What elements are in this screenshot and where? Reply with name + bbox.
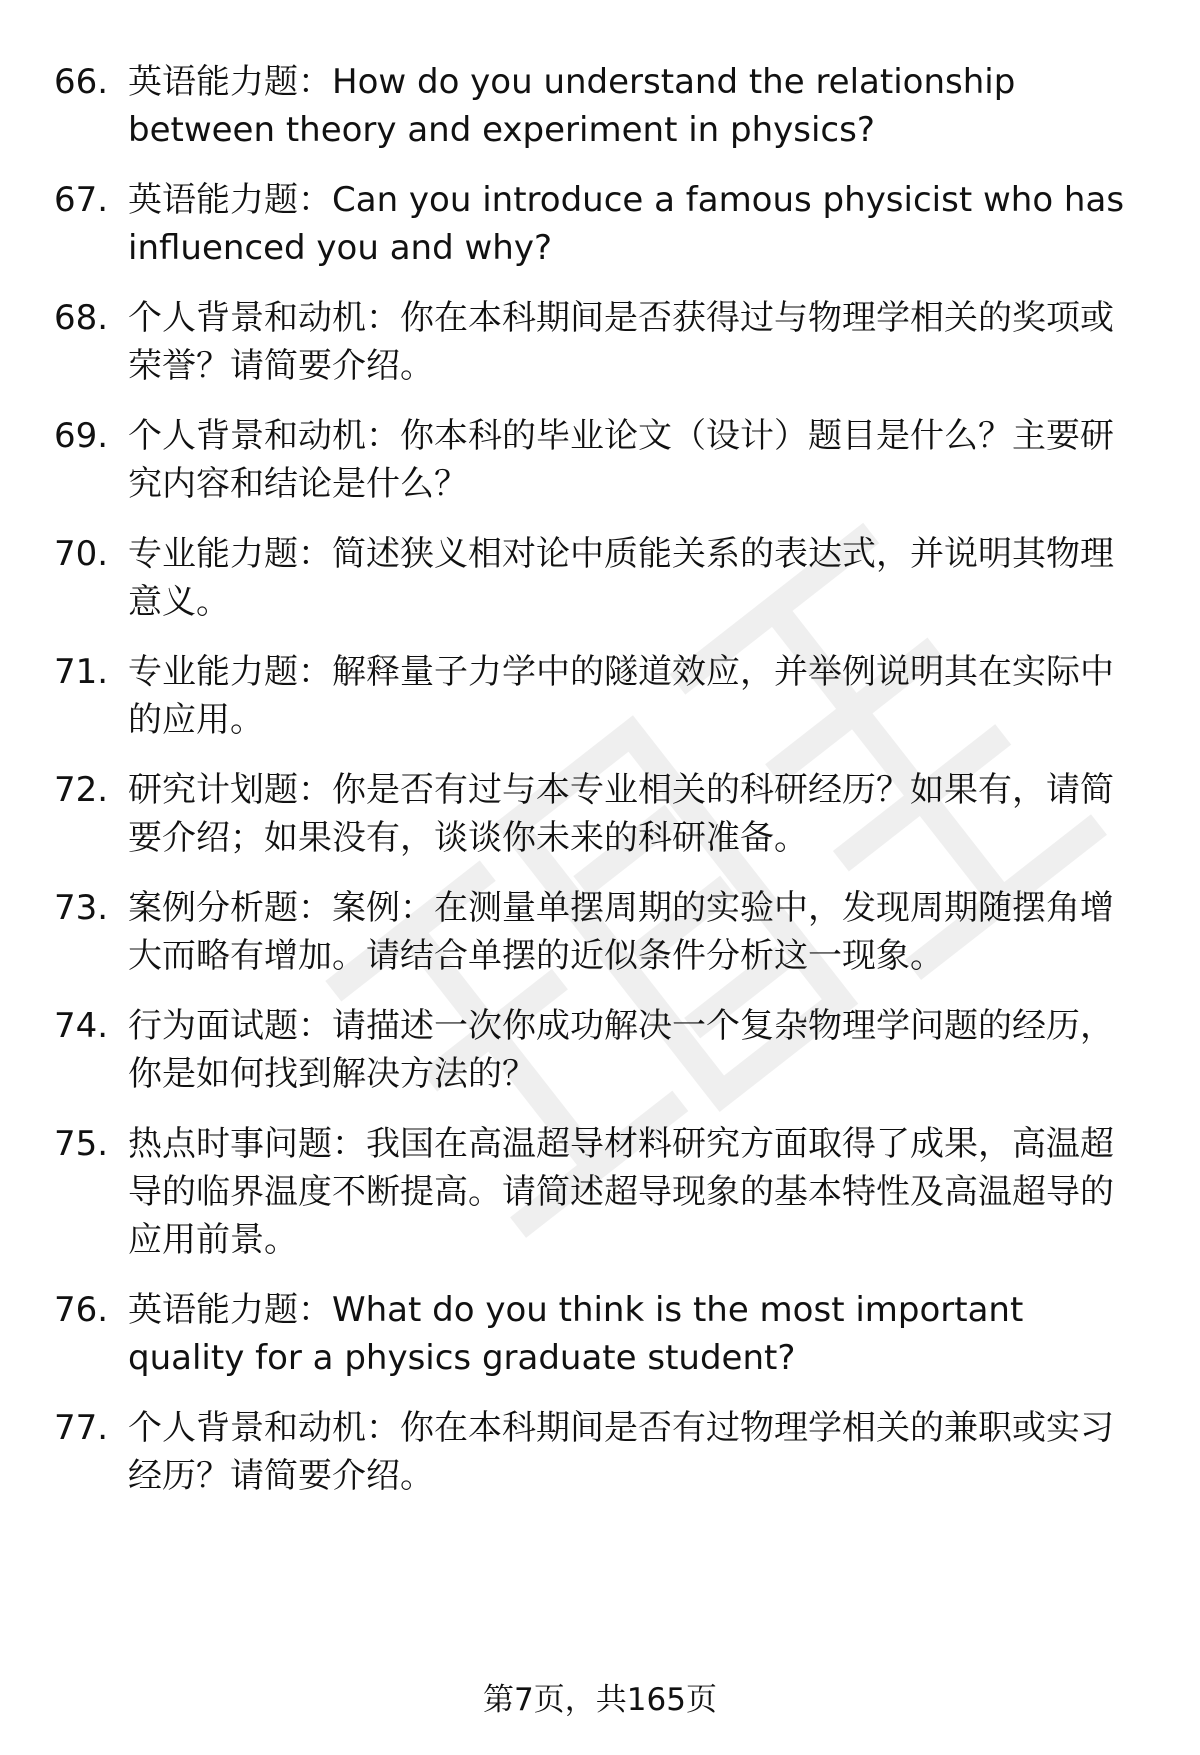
question-number: 70. xyxy=(54,534,109,574)
question-item xyxy=(0,766,1200,858)
question-item xyxy=(0,58,1200,150)
question-list xyxy=(0,58,1200,1522)
question-item xyxy=(0,1286,1200,1378)
question-number: 67. xyxy=(54,180,109,220)
question-text: 个人背景和动机：你本科的毕业论文（设计）题目是什么？主要研究内容和结论是什么？ xyxy=(128,416,1114,504)
question-number: 76. xyxy=(54,1290,109,1330)
question-number: 68. xyxy=(54,298,109,338)
question-number: 75. xyxy=(54,1124,109,1164)
question-text: 英语能力题：What do you think is the most important quality for a physics graduate student? xyxy=(128,1290,1024,1378)
question-item xyxy=(0,648,1200,740)
question-item xyxy=(0,294,1200,386)
question-text: 专业能力题：解释量子力学中的隧道效应，并举例说明其在实际中的应用。 xyxy=(128,652,1114,740)
question-text: 案例分析题：案例：在测量单摆周期的实验中，发现周期随摆角增大而略有增加。请结合单摆的近似条件分析这一现象。 xyxy=(128,888,1114,976)
question-text: 专业能力题：简述狭义相对论中质能关系的表达式，并说明其物理意义。 xyxy=(128,534,1114,622)
question-text: 英语能力题：Can you introduce a famous physicist who has influenced you and why? xyxy=(128,180,1125,268)
question-number: 73. xyxy=(54,888,109,928)
question-number: 72. xyxy=(54,770,109,810)
question-text: 个人背景和动机：你在本科期间是否获得过与物理学相关的奖项或荣誉？请简要介绍。 xyxy=(128,298,1114,386)
question-item xyxy=(0,884,1200,976)
question-text: 热点时事问题：我国在高温超导材料研究方面取得了成果，高温超导的临界温度不断提高。请简述超导现象的基本特性及高温超导的应用前景。 xyxy=(128,1124,1114,1260)
question-text: 行为面试题：请描述一次你成功解决一个复杂物理学问题的经历，你是如何找到解决方法的？ xyxy=(128,1006,1114,1094)
question-text: 研究计划题：你是否有过与本专业相关的科研经历？如果有，请简要介绍；如果没有，谈谈你未来的科研准备。 xyxy=(128,770,1114,858)
question-item xyxy=(0,530,1200,622)
question-item xyxy=(0,412,1200,504)
question-item xyxy=(0,1404,1200,1496)
question-number: 69. xyxy=(54,416,109,456)
question-number: 74. xyxy=(54,1006,109,1046)
question-number: 77. xyxy=(54,1408,109,1448)
question-item xyxy=(0,1120,1200,1260)
question-text: 个人背景和动机：你在本科期间是否有过物理学相关的兼职或实习经历？请简要介绍。 xyxy=(128,1408,1114,1496)
question-item xyxy=(0,176,1200,268)
question-text: 英语能力题：How do you understand the relationship between theory and experiment in physics? xyxy=(128,62,1016,150)
page-footer xyxy=(0,1680,1200,1720)
question-number: 66. xyxy=(54,62,109,102)
page-number-label: 第7页，共165页 xyxy=(483,1682,717,1718)
question-number: 71. xyxy=(54,652,109,692)
question-item xyxy=(0,1002,1200,1094)
